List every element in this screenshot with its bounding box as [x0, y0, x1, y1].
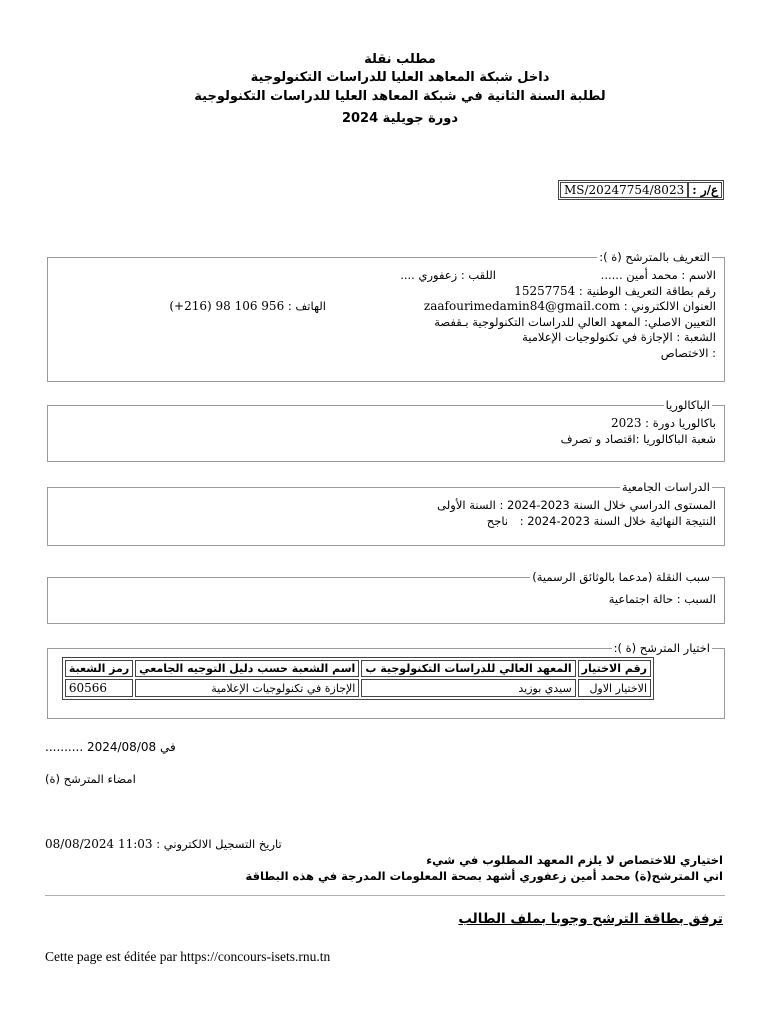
choice-legend: اختيار المترشح (ة ): [613, 641, 710, 655]
result-value: ناجح [486, 513, 509, 528]
title-line-2: داخل شبكة المعاهد العليا للدراسات التكنولوجية [250, 70, 550, 85]
edited-by: Cette page est éditée par https://concours-isets.rnu.tn [45, 949, 331, 964]
bac-legend: الباكالوريا [665, 398, 710, 412]
studies-legend: الدراسات الجامعية [621, 480, 710, 494]
result-label: النتيجة النهائية خلال السنة 2023-2024 : [519, 513, 716, 528]
bac-section [47, 398, 725, 462]
institution-field: التعيين الاصلي: المعهد العالي للدراسات التكنولوجية بـقفصة [434, 314, 716, 329]
signature-label: امضاء المترشح (ة) [45, 772, 136, 786]
choice-cell-branch: الإجازة في تكنولوجيات الإعلامية [135, 679, 359, 697]
choice-header-institute: المعهد العالي للدراسات التكنولوجية ب [361, 660, 575, 677]
note-line-2: اني المترشح(ة) محمد أمين زعفوري أشهد بصحة المعلومات المدرجة في هذه البطاقة [245, 869, 723, 883]
identity-section [47, 250, 725, 382]
choice-cell-number: الاختيار الاول [578, 679, 651, 697]
title-line-1: مطلب نقلة [364, 52, 436, 67]
name-field: الاسم : محمد أمين ...... [600, 268, 716, 282]
studies-section [47, 480, 725, 546]
choice-section [47, 641, 725, 719]
phone-value: (+216) 98 106 956 [169, 299, 285, 313]
choice-header-code: رمز الشعبة [65, 660, 133, 677]
bac-session-value: 2023 [610, 416, 642, 430]
reason-section [47, 570, 725, 624]
divider [45, 895, 725, 896]
choice-table [62, 657, 654, 700]
registration-date [45, 837, 282, 851]
title-line-3: لطلبة السنة الثانية في شبكة المعاهد العليا للدراسات التكنولوجية [194, 89, 606, 104]
branch-field: الشعبة : الإجازة في تكنولوجيات الإعلامية [522, 330, 716, 344]
email-label: العنوان الالكتروني : [623, 299, 716, 313]
surname-field: اللقب : زعفوري .... [400, 268, 496, 282]
id-value: 15257754 [514, 283, 576, 298]
note-line-1: اختياري للاختصاص لا يلزم المعهد المطلوب في شيء [426, 853, 723, 867]
phone-label: الهاتف : [287, 299, 326, 313]
bac-session-label: باكالوريا دورة : [645, 416, 716, 430]
reference-label: ع/ر : [688, 182, 722, 198]
level-value: السنة الأولى [437, 498, 496, 512]
choice-header-number: رقم الاختيار [578, 660, 651, 677]
title-line-4: دورة جويلية 2024 [341, 111, 459, 126]
attach-note: ترفق بطاقة الترشح وجوبا بملف الطالب [458, 911, 723, 927]
reason-text: السبب : حالة اجتماعية [608, 592, 716, 606]
date-line: في 2024/08/08 .......... [45, 740, 176, 754]
reference-value: MS/20247754/8023 [560, 182, 688, 198]
identity-legend: التعريف بالمترشح (ة ): [599, 250, 710, 264]
choice-cell-institute: سيدي بوزيد [361, 679, 575, 697]
registration-value: 08/08/2024 11:03 [45, 837, 153, 851]
choice-header-branch: اسم الشعبة حسب دليل التوجيه الجامعي [135, 660, 359, 677]
bac-section-field: شعبة الباكالوريا :اقتصاد و تصرف [560, 431, 716, 446]
reference-box [558, 180, 724, 200]
level-label: المستوى الدراسي خلال السنة 2023-2024 : [499, 498, 716, 512]
specialty-field: : الاختصاص [660, 345, 716, 360]
table-row [65, 679, 651, 697]
registration-label: تاريخ التسجيل الالكتروني : [156, 837, 282, 851]
choice-cell-code: 60566 [65, 679, 133, 697]
id-label: رقم بطاقة التعريف الوطنية : [578, 283, 716, 298]
phone-group [169, 299, 326, 315]
reason-legend: سبب النقلة (مدعما بالوثائق الرسمية) [532, 570, 710, 584]
email-value: zaafourimedamin84@gmail.com [423, 299, 621, 313]
